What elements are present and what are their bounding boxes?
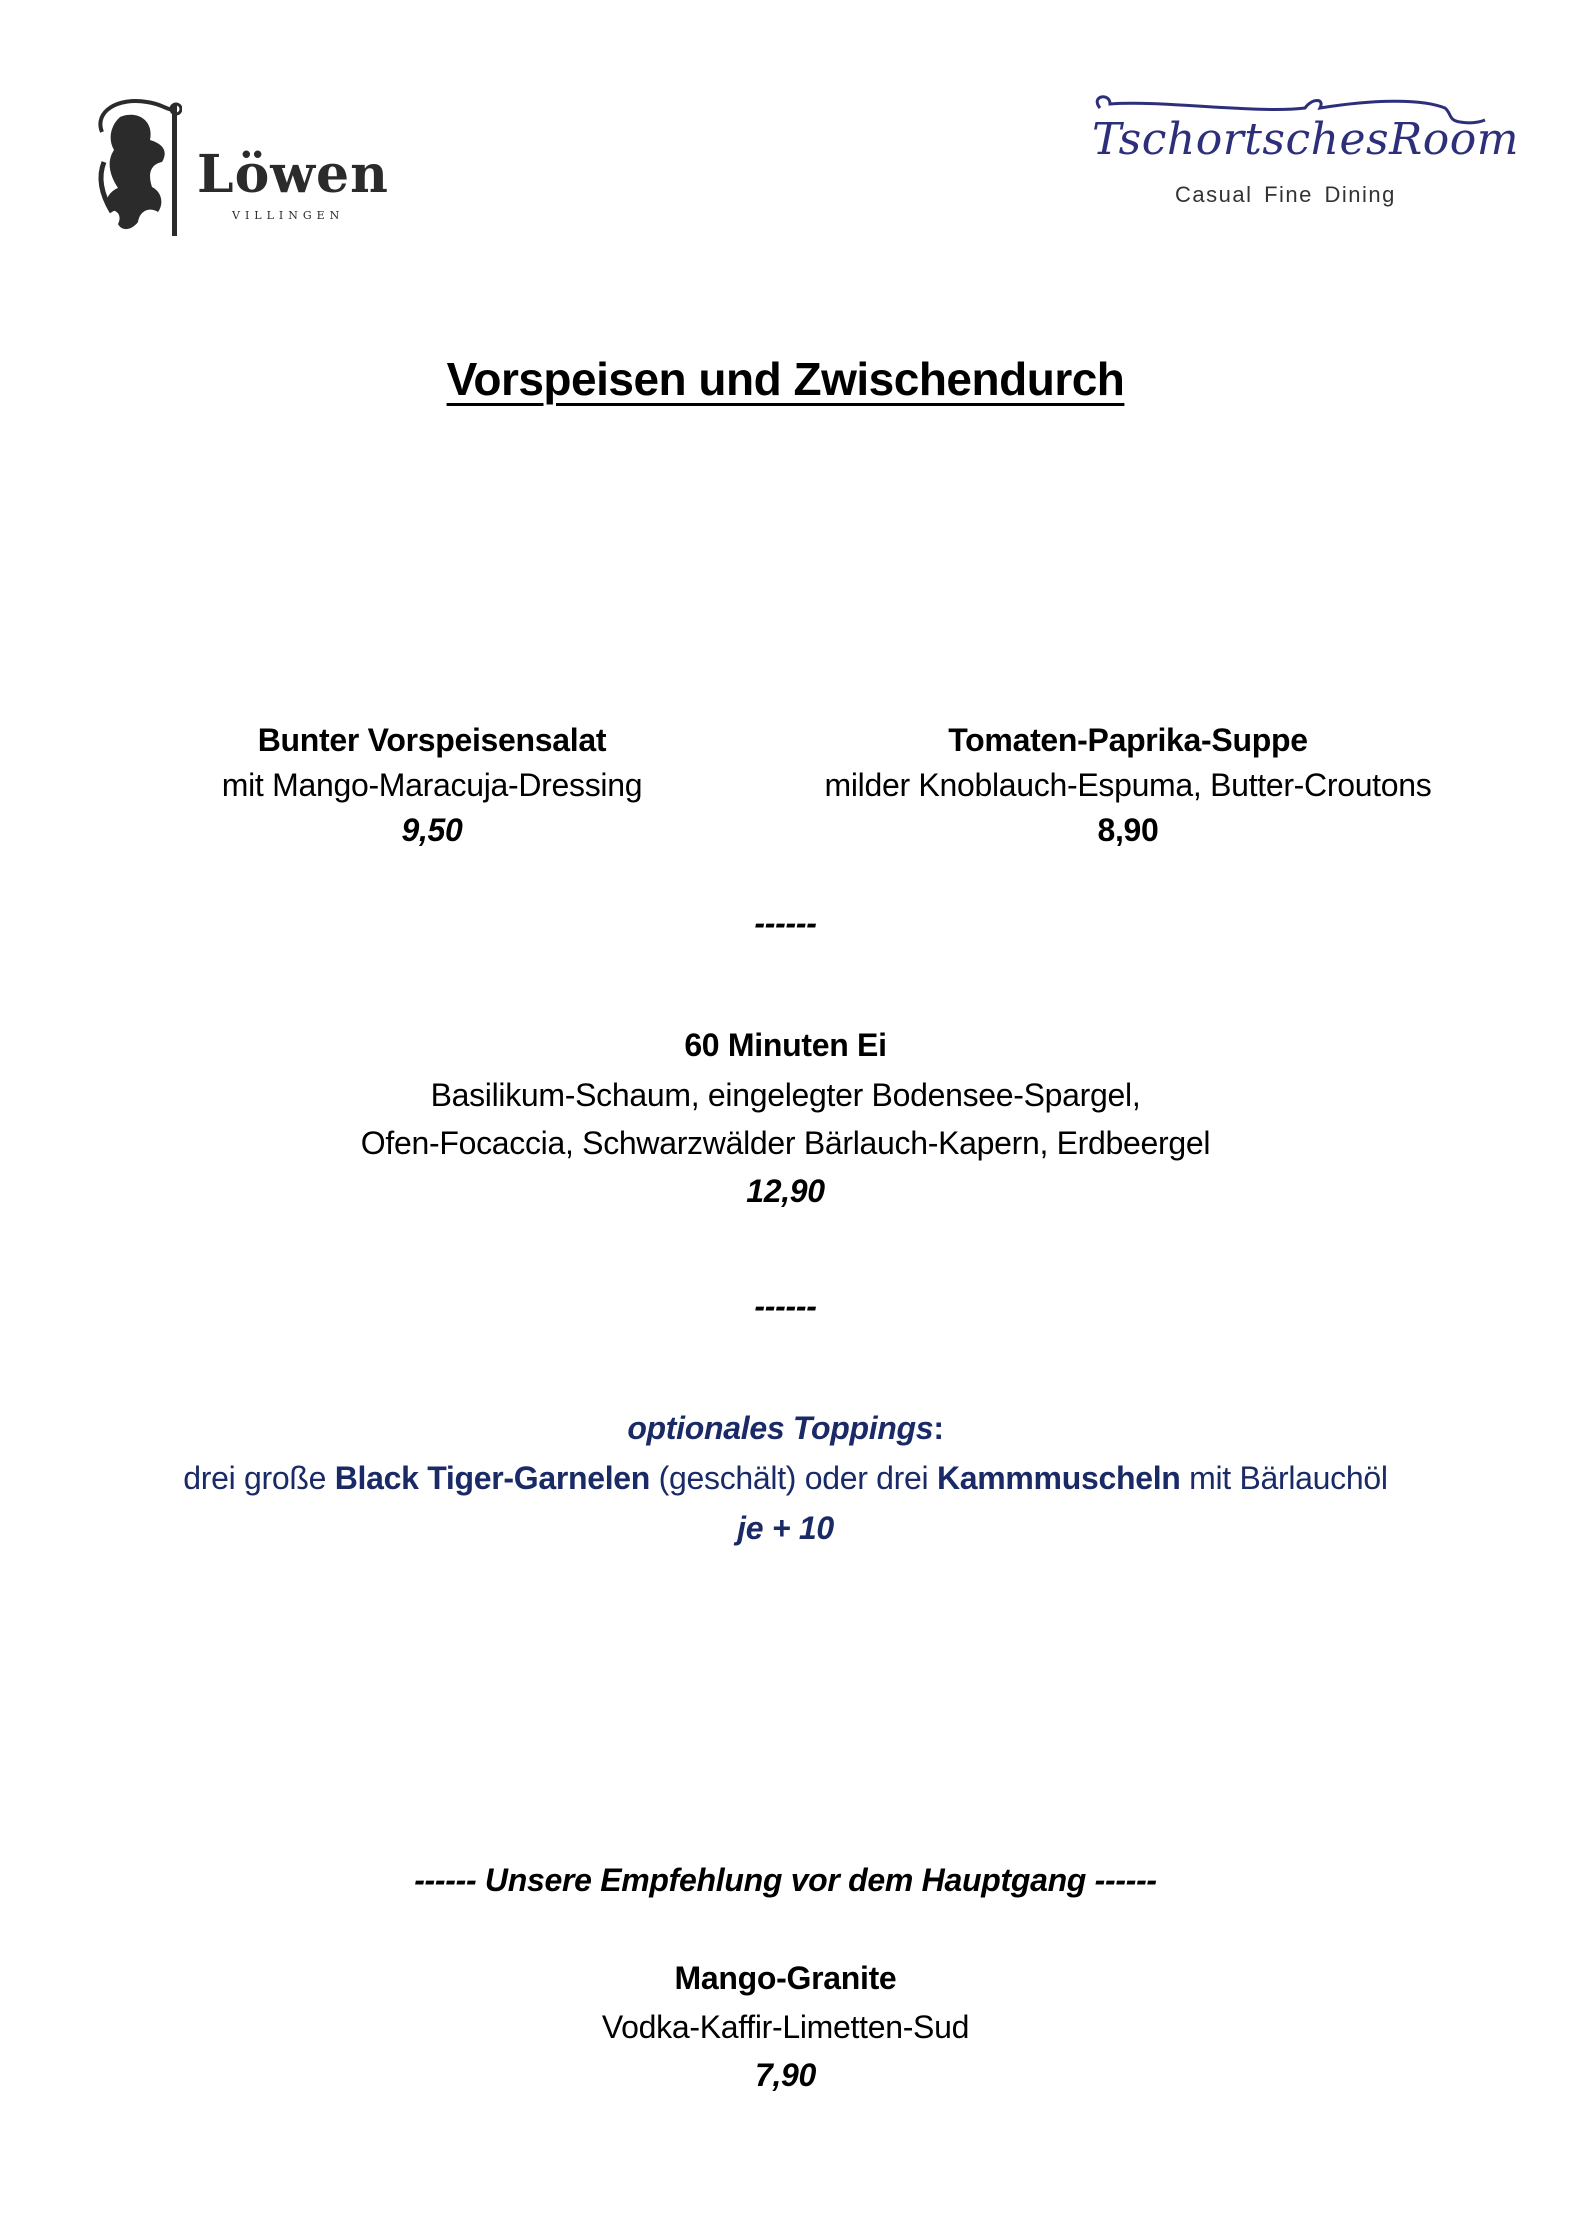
loewen-logo-text: Löwen bbox=[197, 144, 389, 205]
divider: ------ bbox=[754, 905, 817, 941]
dish-name: Mango-Granite bbox=[674, 1960, 897, 1996]
dish-description: Vodka-Kaffir-Limetten-Sud bbox=[601, 2009, 970, 2045]
recommendation-heading: ------ Unsere Empfehlung vor dem Hauptgang ------ bbox=[414, 1862, 1157, 1898]
toppings-text: (geschält) oder drei bbox=[650, 1460, 937, 1496]
toppings-text: drei große bbox=[183, 1460, 335, 1496]
page-title: Vorspeisen und Zwischendurch bbox=[446, 353, 1125, 405]
loewen-logo-subtitle: VILLINGEN bbox=[232, 209, 345, 222]
topping-option-prawns: Black Tiger-Garnelen bbox=[334, 1460, 651, 1496]
dish-price: 9,50 bbox=[401, 812, 463, 848]
toppings-heading bbox=[0, 1408, 1571, 1448]
dish-name: Tomaten-Paprika-Suppe bbox=[948, 722, 1308, 758]
lion-with-staff-icon bbox=[92, 92, 182, 242]
toppings-price: je + 10 bbox=[737, 1510, 834, 1546]
tschortsches-room-logo bbox=[1080, 86, 1519, 226]
dish-description: Basilikum-Schaum, eingelegter Bodensee-Spargel, bbox=[430, 1077, 1141, 1113]
toppings-heading-text: optionales Toppings bbox=[627, 1410, 934, 1446]
toppings-heading-colon: : bbox=[933, 1410, 944, 1446]
dish-description: Ofen-Focaccia, Schwarzwälder Bärlauch-Kapern, Erdbeergel bbox=[360, 1125, 1211, 1161]
topping-option-scallops: Kammmuscheln bbox=[936, 1460, 1181, 1496]
toppings-text: mit Bärlauchöl bbox=[1180, 1460, 1388, 1496]
dish-name: Bunter Vorspeisensalat bbox=[257, 722, 607, 758]
dish-price: 7,90 bbox=[754, 2057, 817, 2093]
tschortsches-room-logo-text: TschortschesRoom bbox=[1092, 114, 1519, 165]
dish-description: milder Knoblauch-Espuma, Butter-Croutons bbox=[824, 767, 1432, 803]
dish-name: 60 Minuten Ei bbox=[684, 1027, 887, 1063]
dish-price: 8,90 bbox=[1097, 812, 1159, 848]
toppings-description bbox=[0, 1458, 1571, 1498]
divider: ------ bbox=[754, 1288, 817, 1324]
dish-description: mit Mango-Maracuja-Dressing bbox=[221, 767, 643, 803]
dish-price: 12,90 bbox=[746, 1173, 825, 1209]
loewen-logo bbox=[92, 92, 389, 242]
logo-tagline: Casual Fine Dining bbox=[1175, 182, 1396, 207]
